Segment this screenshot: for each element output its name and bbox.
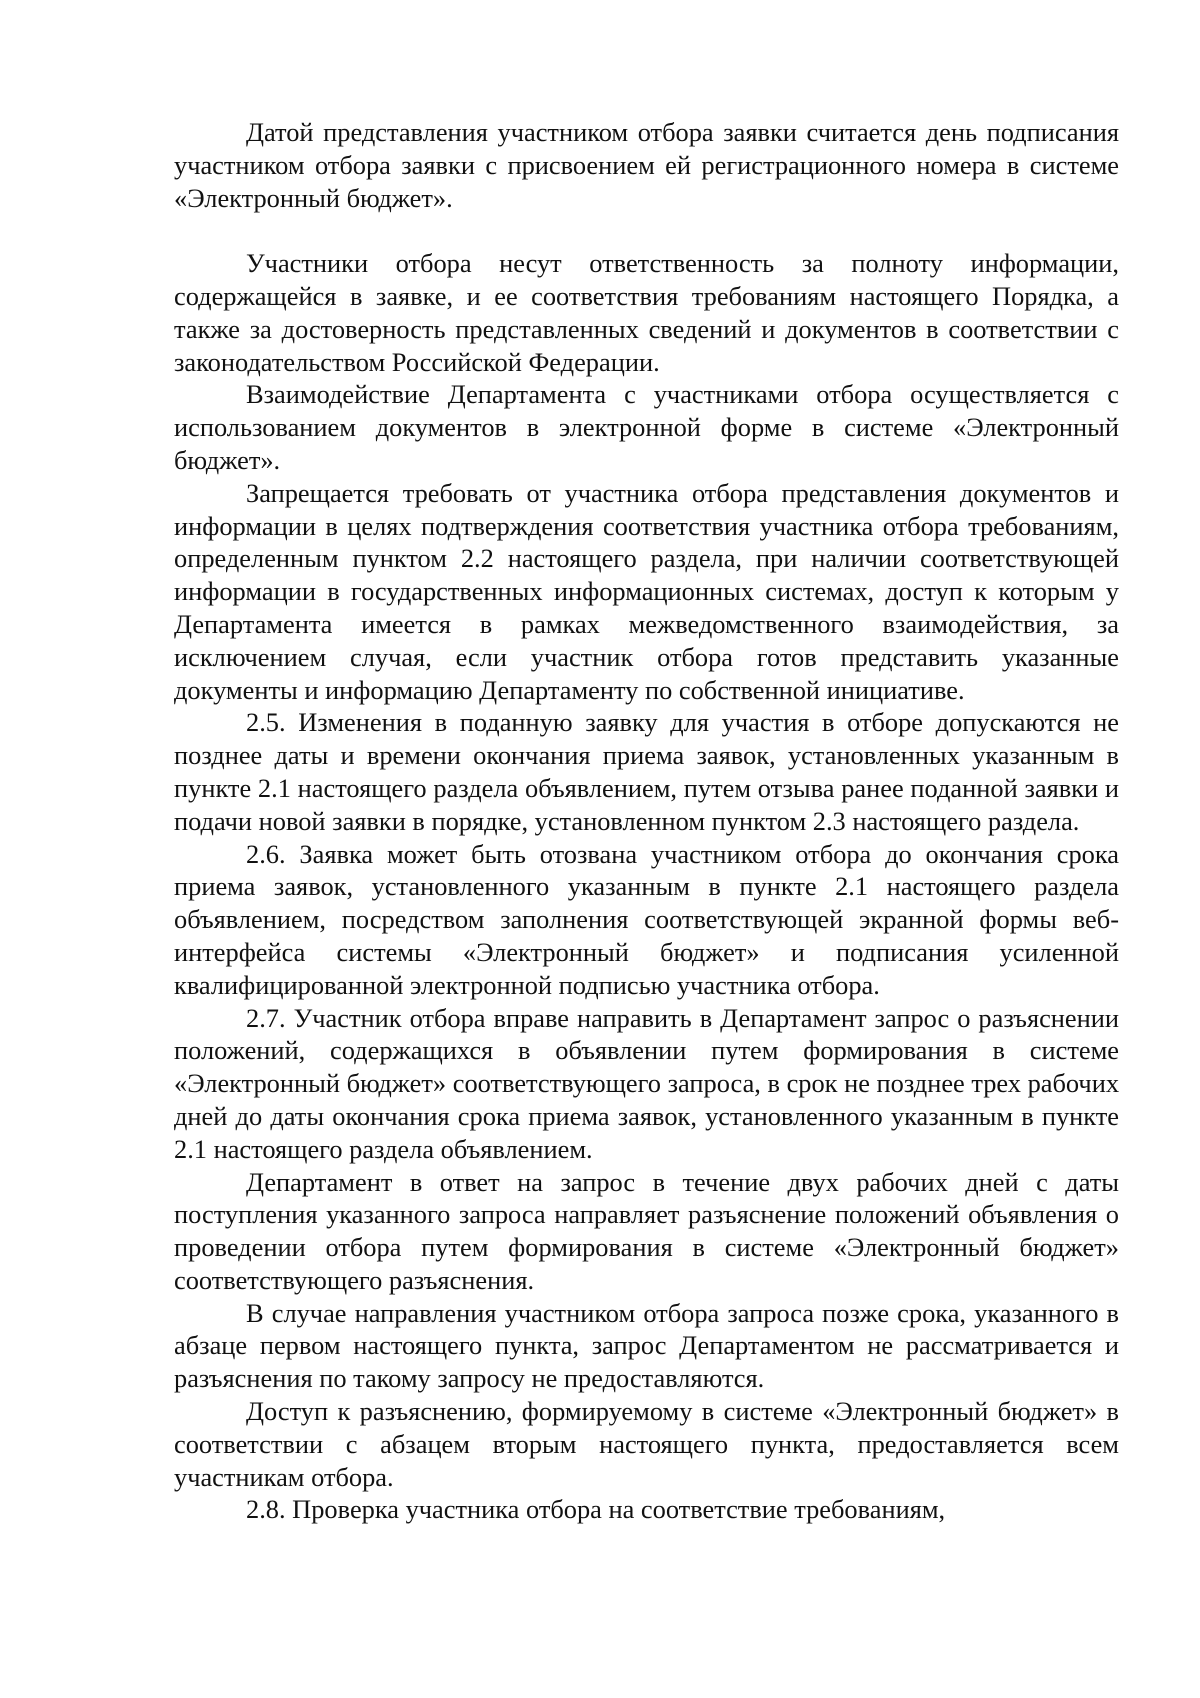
paragraph-2-7: 2.7. Участник отбора вправе направить в Департамент запрос о разъяснении положений, содержащихся в объявлении путем формирования в системе «Электронный бюджет» соответствующего запроса, в срок не позднее трех рабочих дней до даты окончания срока приема заявок, установленного указанным в пункте 2.1 настоящего раздела объявлением. — [174, 1002, 1120, 1164]
paragraph-interaction: Взаимодействие Департамента с участниками отбора осуществляется с использованием документов в электронной форме в системе «Электронный бюджет». — [174, 379, 1119, 475]
paragraph-access: Доступ к разъяснению, формируемому в системе «Электронный бюджет» в соответствии с абзацем вторым настоящего пункта, предоставляется всем участникам отбора. — [174, 1396, 1119, 1492]
paragraph-submission-date: Датой представления участником отбора заявки считается день подписания участником отбора заявки с присвоением ей регистрационного номера в системе «Электронный бюджет». — [174, 117, 1119, 213]
paragraph-department-response: Департамент в ответ на запрос в течение двух рабочих дней с даты поступления указанного запроса направляет разъяснение положений объявления о проведении отбора путем формирования в системе «Электронный бюджет» соответствующего разъяснения. — [174, 1166, 1119, 1295]
paragraph-2-8: 2.8. Проверка участника отбора на соответствие требованиям, — [246, 1494, 946, 1525]
paragraph-responsibility: Участники отбора несут ответственность за полноту информации, содержащейся в заявке, и ее соответствия требованиям настоящего Порядка, а также за достоверность представленных сведений и документов в соответствии с законодательством Российской Федерации. — [174, 248, 1119, 377]
paragraph-spacer — [174, 214, 1119, 247]
paragraph-2-6: 2.6. Заявка может быть отозвана участником отбора до окончания срока приема заявок, установленного указанным в пункте 2.1 настоящего раздела объявлением, посредством заполнения соответствующей экранной формы веб-интерфейса системы «Электронный бюджет» и подписания усиленной квалифицированной электронной подписью участника отбора. — [174, 838, 1119, 1000]
paragraph-prohibition: Запрещается требовать от участника отбора представления документов и информации в целях подтверждения соответствия участника отбора требованиям, определенным пунктом 2.2 настоящего раздела, при наличии соответствующей информации в государственных информационных системах, доступ к которым у Департамента имеется в рамках межведомственного взаимодействия, за исключением случая, если участник отбора готов представить указанные документы и информацию Департаменту по собственной инициативе. — [174, 477, 1119, 705]
paragraph-late-request: В случае направления участником отбора запроса позже срока, указанного в абзаце первом настоящего пункта, запрос Департаментом не рассматривается и разъяснения по такому запросу не предоставляются. — [174, 1297, 1119, 1394]
paragraph-2-5: 2.5. Изменения в поданную заявку для участия в отборе допускаются не позднее даты и времени окончания приема заявок, установленных указанным в пункте 2.1 настоящего раздела объявлением, путем отзыва ранее поданной заявки и подачи новой заявки в порядке, установленном пунктом 2.3 настоящего раздела. — [174, 707, 1119, 836]
